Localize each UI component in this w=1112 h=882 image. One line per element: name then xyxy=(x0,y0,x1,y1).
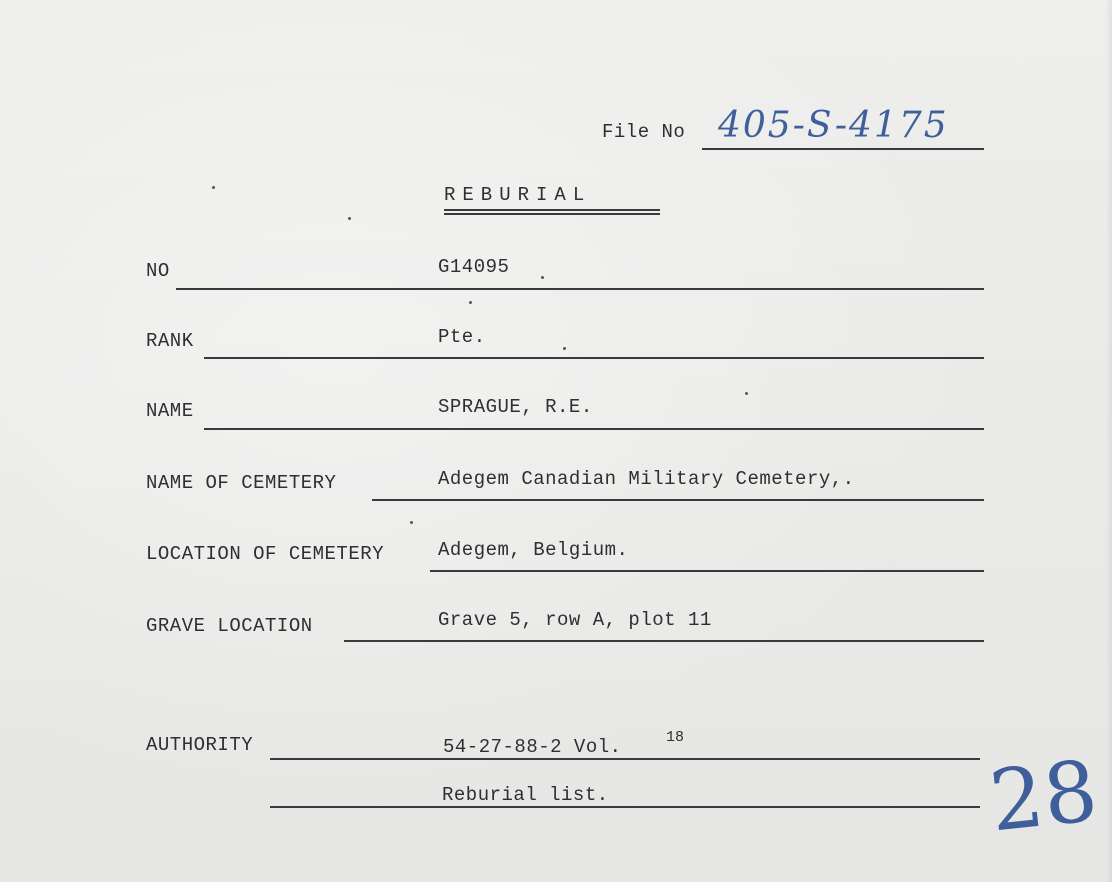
file-no-label: File No xyxy=(602,121,686,143)
field-line-cemetery-location xyxy=(430,570,984,572)
paper-speck xyxy=(541,276,544,279)
field-line-no xyxy=(176,288,984,290)
field-label-rank: RANK xyxy=(146,330,194,352)
authority-value: 54-27-88-2 Vol. xyxy=(443,736,622,758)
field-value-cemetery-name: Adegem Canadian Military Cemetery,. xyxy=(438,468,855,490)
field-label-no: NO xyxy=(146,260,170,282)
field-label-cemetery-name: NAME OF CEMETERY xyxy=(146,472,337,494)
field-value-rank: Pte. xyxy=(438,326,486,348)
paper-speck xyxy=(563,347,566,350)
authority-note: Reburial list. xyxy=(442,784,609,806)
file-no-underline xyxy=(702,148,984,150)
margin-handwritten-number: 28 xyxy=(985,741,1102,851)
paper-speck xyxy=(348,217,351,220)
field-label-grave-location: GRAVE LOCATION xyxy=(146,615,313,637)
page-edge-shadow xyxy=(1106,0,1112,882)
paper-speck xyxy=(745,392,748,395)
authority-line xyxy=(270,758,980,760)
authority-volume: 18 xyxy=(666,729,685,746)
field-line-grave-location xyxy=(344,640,984,642)
field-line-cemetery-name xyxy=(372,499,984,501)
authority-label: AUTHORITY xyxy=(146,734,254,756)
field-value-cemetery-location: Adegem, Belgium. xyxy=(438,539,629,561)
field-line-rank xyxy=(204,357,984,359)
field-value-name: SPRAGUE, R.E. xyxy=(438,396,593,418)
document-title: REBURIAL xyxy=(444,184,592,206)
field-label-name: NAME xyxy=(146,400,194,422)
field-line-name xyxy=(204,428,984,430)
field-value-no: G14095 xyxy=(438,256,510,278)
paper-speck xyxy=(212,186,215,189)
authority-note-line xyxy=(270,806,980,808)
title-underline-1 xyxy=(444,209,660,211)
file-no-handwritten: 405-S-4175 xyxy=(718,105,949,146)
field-label-cemetery-location: LOCATION OF CEMETERY xyxy=(146,543,385,565)
paper-speck xyxy=(469,301,472,304)
field-value-grave-location: Grave 5, row A, plot 11 xyxy=(438,609,712,631)
title-underline-2 xyxy=(444,213,660,215)
paper-speck xyxy=(410,521,413,524)
